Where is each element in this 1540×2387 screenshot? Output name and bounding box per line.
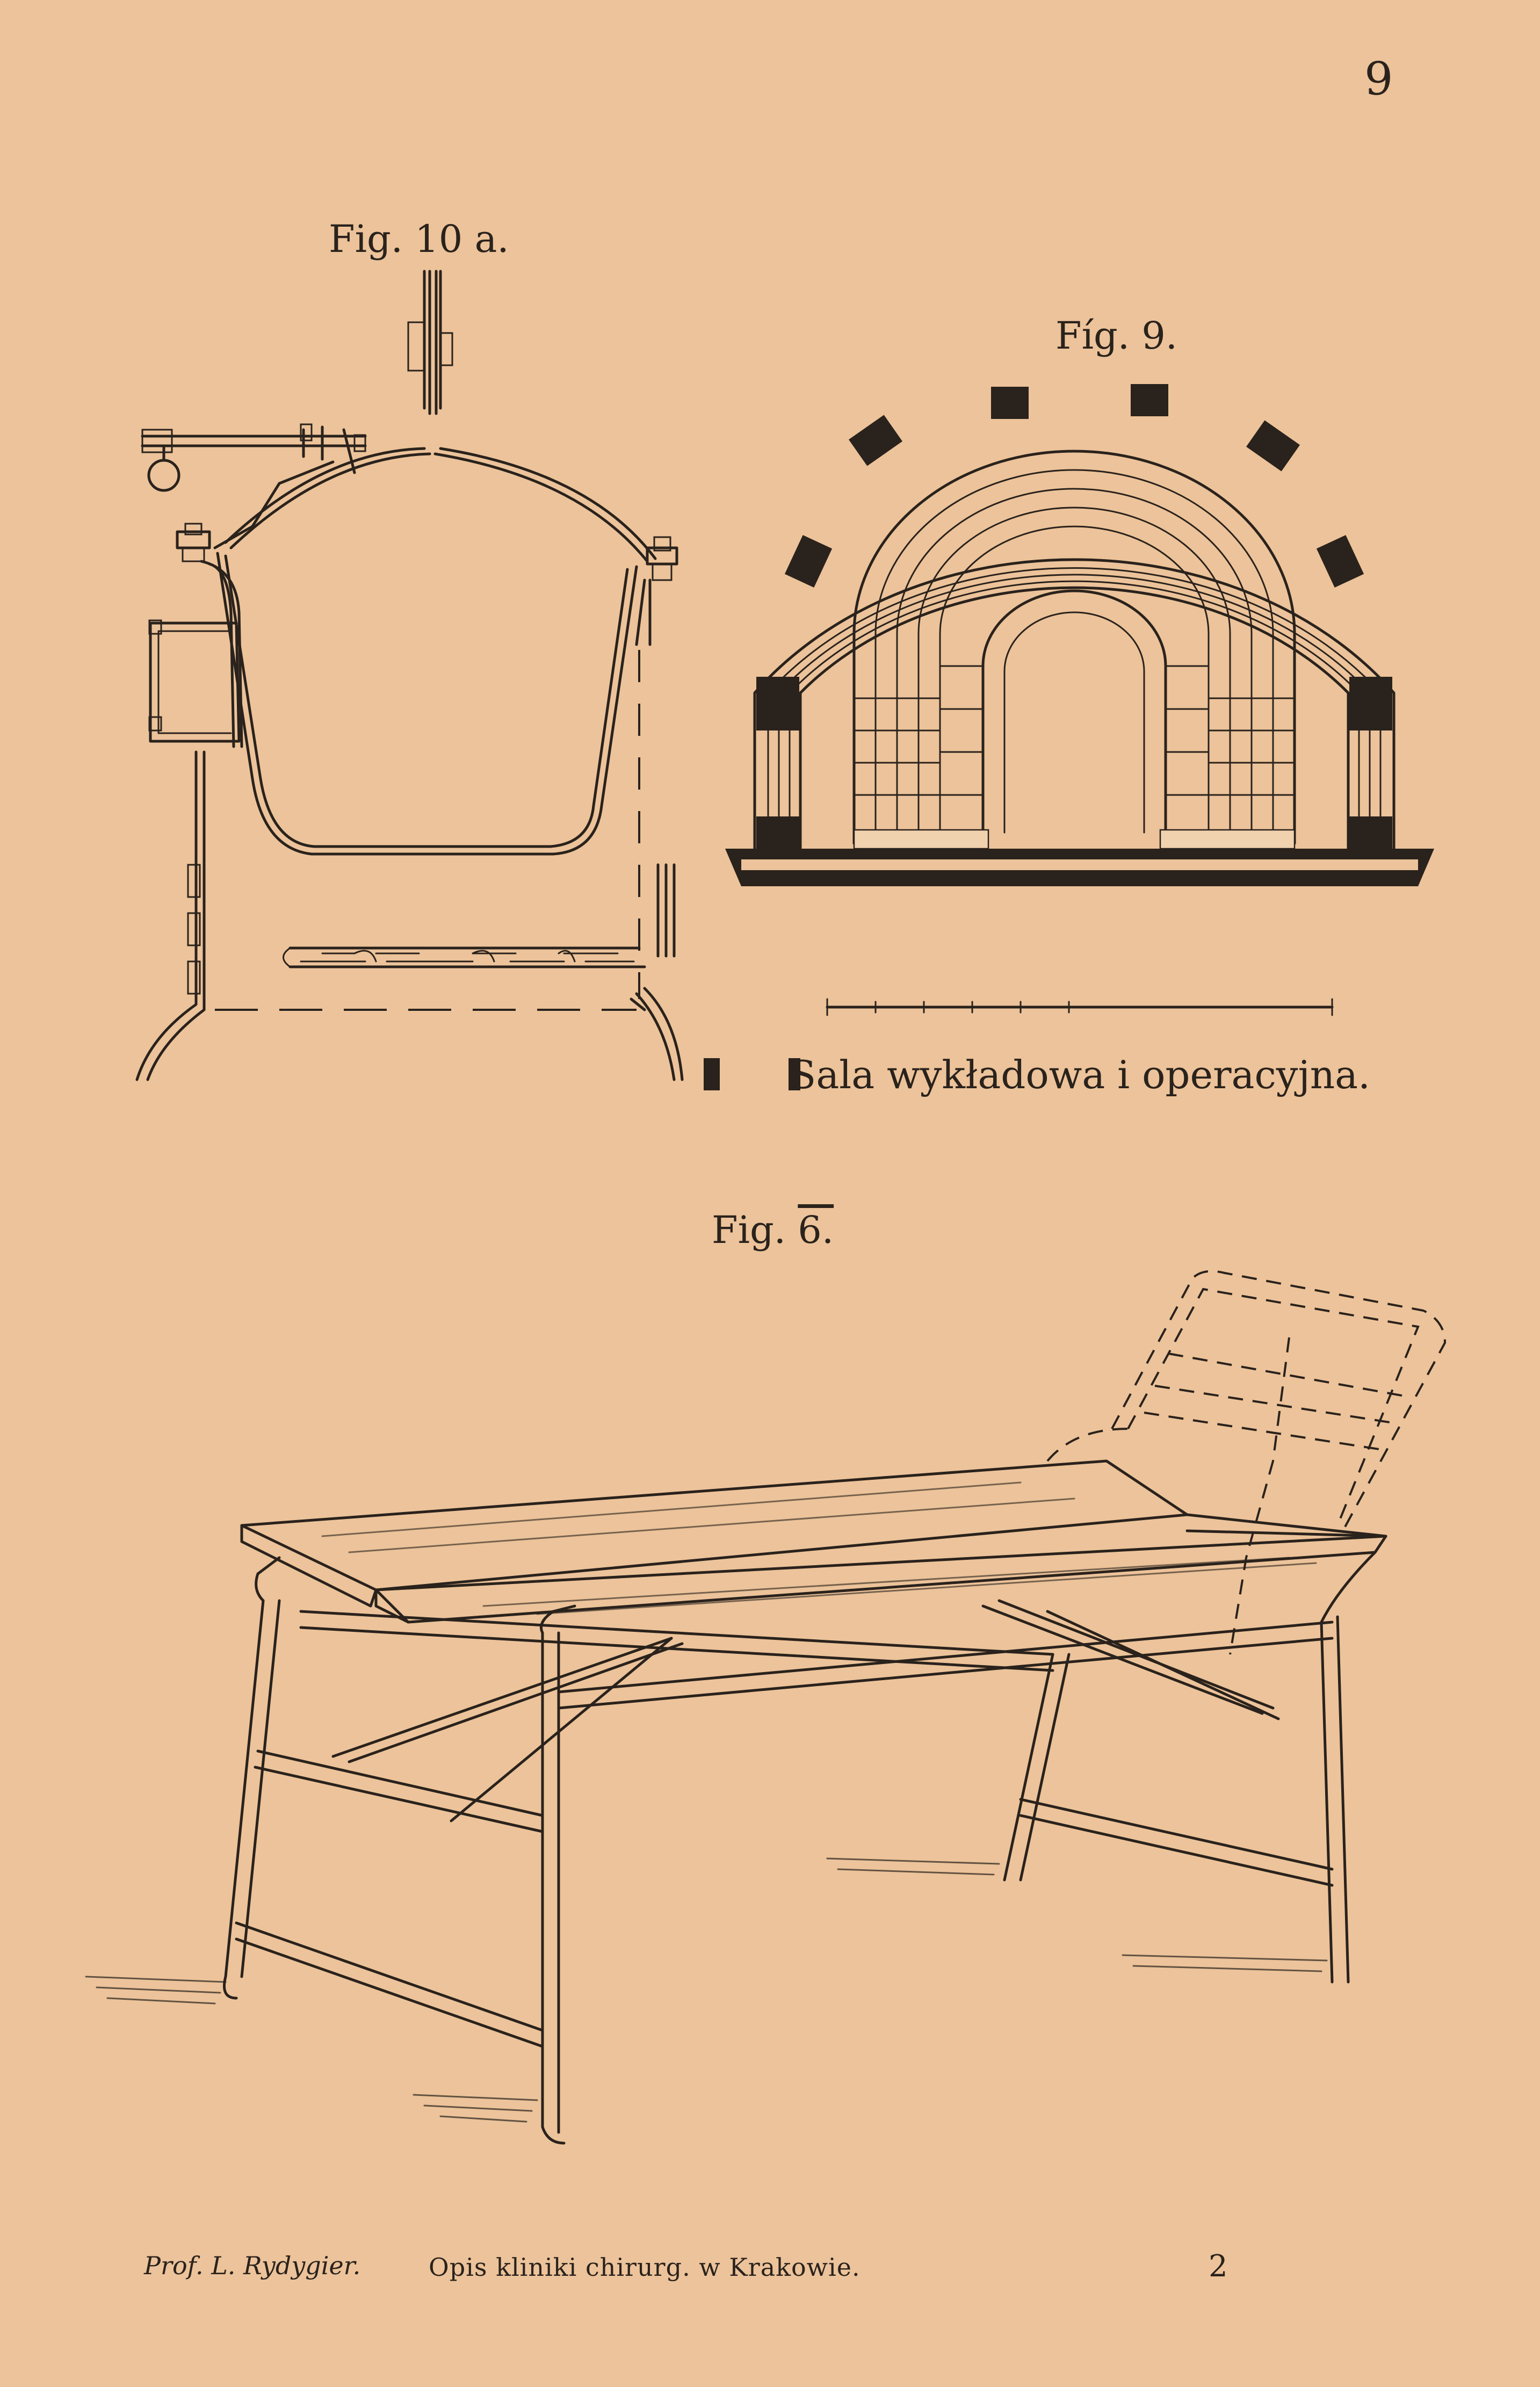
fig-6-caption-prefix: Fig. (712, 1208, 786, 1252)
page-number: 9 (1364, 53, 1393, 105)
footer-author: Prof. L. Rydygier. (144, 2251, 361, 2280)
fig-6-caption-number: 6. (798, 1208, 834, 1252)
fig-9-caption: Fíg. 9. (1055, 314, 1178, 358)
fig-9-legend: Sala wykładowa i operacyjna. (790, 1052, 1370, 1097)
fig-6-drawing (86, 1271, 1445, 2143)
footer-sheet-number: 2 (1209, 2249, 1228, 2284)
fig-10a-caption: Fig. 10 a. (329, 217, 509, 261)
footer-title: Opis kliniki chirurg. w Krakowie. (429, 2253, 861, 2282)
